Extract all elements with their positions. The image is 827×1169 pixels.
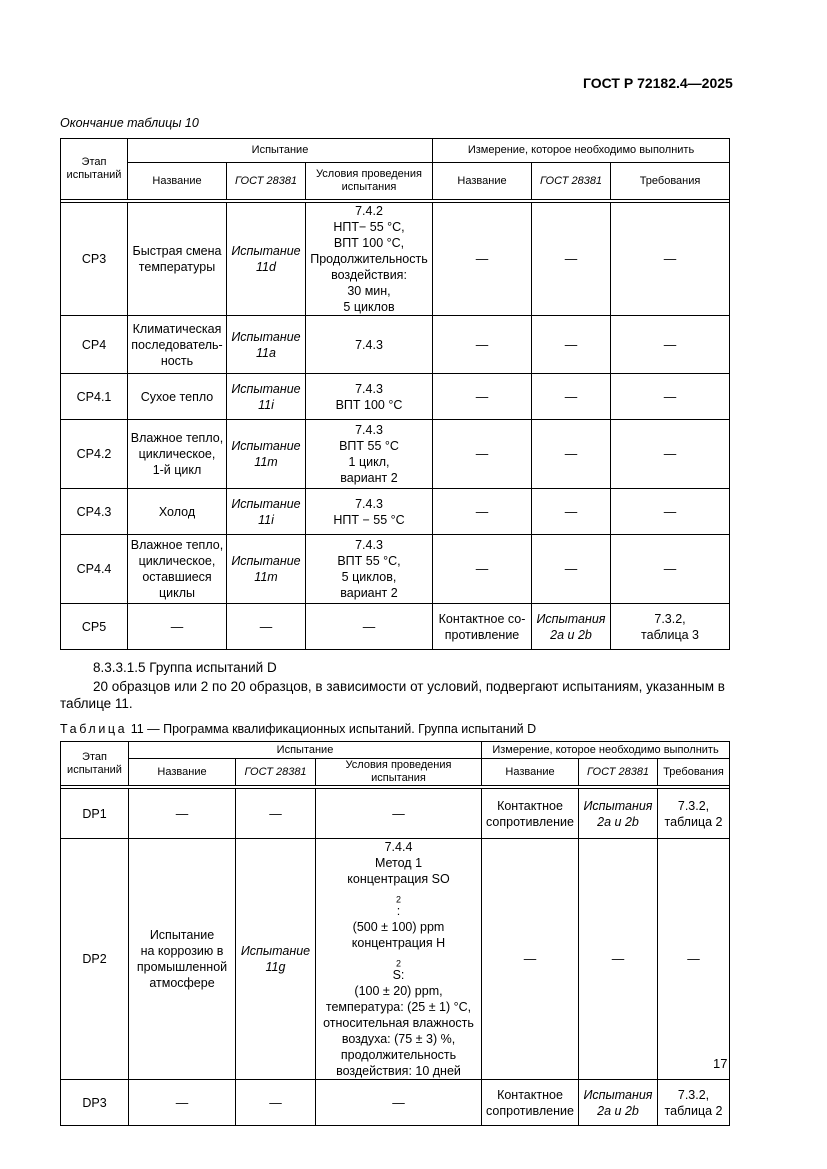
conditions-cell bbox=[306, 420, 433, 489]
text-line: 7.3.2, bbox=[677, 1087, 710, 1102]
conditions-cell bbox=[306, 203, 433, 316]
measure-gost-cell bbox=[579, 1080, 658, 1126]
text-line: 7.4.3 bbox=[355, 381, 383, 396]
text-line: 11g bbox=[265, 960, 286, 974]
text-line: (100 ± 20) ppm, bbox=[354, 984, 443, 998]
requirements-cell bbox=[611, 374, 730, 420]
stage-cell: CP4.1 bbox=[61, 374, 128, 420]
table-row bbox=[61, 316, 730, 374]
measure-name-cell bbox=[433, 489, 532, 535]
text-part: концентрация SO bbox=[347, 872, 450, 886]
text-line: продолжительность bbox=[340, 1048, 457, 1062]
conditions-cell: — bbox=[316, 1080, 482, 1126]
requirements-cell: — bbox=[658, 839, 730, 1080]
text-line: — bbox=[259, 619, 273, 634]
measure-gost-cell bbox=[532, 535, 611, 604]
text-line: 7.4.3 bbox=[355, 337, 383, 352]
table-row bbox=[61, 420, 730, 489]
conditions-cell bbox=[306, 316, 433, 374]
test-name-cell bbox=[128, 374, 227, 420]
text-line: — bbox=[663, 447, 677, 461]
text-line: — bbox=[663, 504, 677, 519]
text-part: концентрация H bbox=[351, 936, 446, 950]
text-line: 7.4.3 bbox=[355, 538, 383, 552]
text-line: 7.4.2 bbox=[355, 204, 383, 218]
gost-cell bbox=[227, 374, 306, 420]
text-line: таблица 3 bbox=[641, 627, 699, 642]
measure-gost-cell: — bbox=[579, 839, 658, 1080]
text-line: Влажное тепло, bbox=[130, 431, 224, 445]
table-row bbox=[61, 374, 730, 420]
text-line: — bbox=[663, 562, 677, 576]
text-line: вариант 2 bbox=[340, 586, 398, 600]
header-measure-group: Измерение, которое необходимо выполнить bbox=[433, 139, 730, 163]
gost-cell bbox=[227, 535, 306, 604]
text-line: — bbox=[564, 447, 578, 461]
requirements-cell bbox=[658, 1080, 730, 1126]
text-line: — bbox=[663, 389, 677, 404]
t11-header-measure-gost: ГОСТ 28381 bbox=[579, 759, 658, 786]
text-line: таблица 2 bbox=[664, 1103, 723, 1118]
text-line bbox=[318, 935, 479, 983]
measure-name-cell bbox=[482, 1080, 579, 1126]
text-line: 2a и 2b bbox=[597, 814, 639, 829]
text-line: циклы bbox=[158, 586, 196, 600]
text-line: относительная влажность bbox=[323, 1016, 474, 1030]
test-name-cell: — bbox=[129, 1080, 236, 1126]
text-line: — bbox=[564, 504, 578, 519]
text-line: Испытание bbox=[231, 381, 301, 396]
t11-header-stage: Этап испытаний bbox=[61, 742, 129, 786]
text-line: Испытание bbox=[231, 439, 301, 453]
text-line: температура: (25 ± 1) °C, bbox=[325, 1000, 472, 1014]
text-line: ВПТ 55 °C bbox=[339, 439, 399, 453]
header-conditions: Условия проведения испытания bbox=[306, 163, 433, 200]
measure-name-cell bbox=[433, 316, 532, 374]
t11-header-test-group: Испытание bbox=[129, 742, 482, 759]
text-line: 2a и 2b bbox=[550, 627, 592, 642]
t11-header-requirements: Требования bbox=[658, 759, 730, 786]
gost-cell bbox=[227, 203, 306, 316]
text-line: Климатическая bbox=[132, 321, 222, 336]
text-line: Контактное со- bbox=[438, 611, 526, 626]
text-line: сопротивление bbox=[486, 1103, 574, 1118]
test-name-cell bbox=[128, 535, 227, 604]
text-line: Сухое тепло bbox=[140, 389, 214, 404]
text-line: — bbox=[475, 252, 489, 266]
text-line: 11m bbox=[254, 455, 278, 469]
text-line: — bbox=[564, 389, 578, 404]
gost-cell bbox=[227, 420, 306, 489]
gost-cell: — bbox=[236, 789, 316, 839]
text-line: 7.4.4 bbox=[384, 840, 413, 854]
requirements-cell bbox=[611, 489, 730, 535]
measure-gost-cell bbox=[532, 316, 611, 374]
text-line: — bbox=[475, 447, 489, 461]
text-line: 11a bbox=[256, 345, 276, 360]
header-stage: Этап испытаний bbox=[61, 139, 128, 200]
gost-cell bbox=[227, 316, 306, 374]
measure-name-cell: — bbox=[482, 839, 579, 1080]
text-line: Быстрая смена bbox=[132, 244, 222, 258]
text-line: 2a и 2b bbox=[597, 1103, 639, 1118]
test-name-cell bbox=[128, 604, 227, 650]
text-line: циклическое, bbox=[138, 554, 216, 568]
table-row bbox=[61, 789, 730, 839]
subscript: 2 bbox=[395, 894, 401, 905]
text-line: ВПТ 55 °C, bbox=[337, 554, 401, 568]
t11-header-name: Название bbox=[129, 759, 236, 786]
stage-cell: CP4.4 bbox=[61, 535, 128, 604]
requirements-cell bbox=[611, 604, 730, 650]
measure-gost-cell bbox=[532, 374, 611, 420]
text-line: противление bbox=[444, 627, 520, 642]
measure-gost-cell bbox=[532, 203, 611, 316]
gost-cell bbox=[236, 839, 316, 1080]
stage-cell: CP4.2 bbox=[61, 420, 128, 489]
text-line: вариант 2 bbox=[340, 471, 398, 485]
section-heading: 8.3.3.1.5 Группа испытаний D bbox=[93, 660, 277, 675]
conditions-cell bbox=[306, 374, 433, 420]
text-line: сопротивление bbox=[486, 814, 574, 829]
table-row bbox=[61, 203, 730, 316]
test-name-cell bbox=[128, 203, 227, 316]
t11-header-measure-group: Измерение, которое необходимо выполнить bbox=[482, 742, 730, 759]
measure-gost-cell bbox=[532, 489, 611, 535]
table-10 bbox=[60, 138, 730, 650]
stage-cell: CP5 bbox=[61, 604, 128, 650]
conditions-cell bbox=[316, 839, 482, 1080]
table-row bbox=[61, 489, 730, 535]
table-11-caption bbox=[60, 722, 536, 736]
measure-name-cell bbox=[433, 203, 532, 316]
test-name-cell bbox=[128, 316, 227, 374]
text-line: 11m bbox=[254, 570, 278, 584]
text-line: — bbox=[564, 337, 578, 352]
requirements-cell bbox=[611, 535, 730, 604]
text-line: 7.4.3 bbox=[355, 423, 383, 437]
text-line: Метод 1 bbox=[374, 856, 423, 870]
text-line: — bbox=[475, 504, 489, 519]
text-line: — bbox=[663, 252, 677, 266]
text-line: — bbox=[475, 389, 489, 404]
header-name: Название bbox=[128, 163, 227, 200]
gost-cell: — bbox=[236, 1080, 316, 1126]
header-measure-name: Название bbox=[433, 163, 532, 200]
header-measure-gost: ГОСТ 28381 bbox=[532, 163, 611, 200]
text-line: температуры bbox=[138, 260, 216, 274]
text-line: атмосфере bbox=[149, 976, 215, 990]
measure-gost-cell bbox=[532, 420, 611, 489]
text-line: 11i bbox=[258, 397, 274, 412]
text-line: — bbox=[362, 619, 376, 634]
t11-header-measure-name: Название bbox=[482, 759, 579, 786]
text-line: на коррозию в bbox=[140, 944, 224, 958]
table-row bbox=[61, 1080, 730, 1126]
subscript: 2 bbox=[395, 958, 401, 969]
text-line: циклическое, bbox=[138, 447, 216, 461]
text-line: 7.3.2, bbox=[654, 611, 686, 626]
test-name-cell bbox=[128, 489, 227, 535]
text-line bbox=[318, 871, 479, 919]
text-line: ВПТ 100 °C, bbox=[333, 236, 405, 250]
text-line: — bbox=[564, 252, 578, 266]
text-line: оставшиеся bbox=[142, 570, 212, 584]
requirements-cell bbox=[611, 420, 730, 489]
text-line: НПТ − 55 °C bbox=[333, 512, 405, 527]
conditions-cell: — bbox=[316, 789, 482, 839]
text-line: 7.3.2, bbox=[677, 798, 710, 813]
text-line: Контактное bbox=[497, 1087, 563, 1102]
conditions-cell bbox=[306, 535, 433, 604]
conditions-cell bbox=[306, 489, 433, 535]
test-name-cell bbox=[129, 839, 236, 1080]
text-line: воздействия: bbox=[331, 268, 407, 282]
measure-name-cell bbox=[433, 535, 532, 604]
text-line: последователь- bbox=[131, 337, 223, 352]
stage-cell: DP2 bbox=[61, 839, 129, 1080]
text-part: S: bbox=[392, 968, 405, 982]
t11-header-gost: ГОСТ 28381 bbox=[236, 759, 316, 786]
table-10-caption: Окончание таблицы 10 bbox=[60, 116, 199, 130]
test-name-cell bbox=[128, 420, 227, 489]
header-test-group: Испытание bbox=[128, 139, 433, 163]
gost-cell bbox=[227, 489, 306, 535]
conditions-cell bbox=[306, 604, 433, 650]
stage-cell: CP4 bbox=[61, 316, 128, 374]
table-row bbox=[61, 839, 730, 1080]
text-line: 11i bbox=[258, 512, 274, 527]
text-line: 30 мин, bbox=[347, 284, 391, 298]
measure-name-cell bbox=[433, 420, 532, 489]
text-line: Продолжительность bbox=[310, 252, 428, 266]
requirements-cell bbox=[611, 316, 730, 374]
measure-gost-cell bbox=[579, 789, 658, 839]
text-line: Испытание bbox=[231, 329, 301, 344]
requirements-cell bbox=[658, 789, 730, 839]
text-line: Испытание bbox=[231, 496, 301, 511]
text-line: Испытание bbox=[231, 554, 301, 568]
header-gost: ГОСТ 28381 bbox=[227, 163, 306, 200]
stage-cell: DP1 bbox=[61, 789, 129, 839]
text-line: 7.4.3 bbox=[355, 496, 383, 511]
text-line: таблица 2 bbox=[664, 814, 723, 829]
gost-cell bbox=[227, 604, 306, 650]
measure-name-cell bbox=[433, 374, 532, 420]
text-line: — bbox=[475, 337, 489, 352]
page-number: 17 bbox=[713, 1056, 728, 1071]
test-name-cell: — bbox=[129, 789, 236, 839]
text-line: — bbox=[564, 562, 578, 576]
text-line: 5 циклов, bbox=[341, 570, 397, 584]
text-line: Влажное тепло, bbox=[130, 538, 224, 552]
t11-header-conditions: Условия проведения испытания bbox=[316, 759, 482, 786]
requirements-cell bbox=[611, 203, 730, 316]
text-line: 1 цикл, bbox=[348, 455, 390, 469]
text-line: Испытание bbox=[231, 244, 301, 258]
text-line: — bbox=[475, 562, 489, 576]
text-line: промышленной bbox=[136, 960, 228, 974]
table-11-caption-word: Таблица bbox=[60, 722, 128, 736]
document-standard-number: ГОСТ Р 72182.4—2025 bbox=[583, 75, 733, 91]
header-requirements: Требования bbox=[611, 163, 730, 200]
text-line: 11d bbox=[256, 260, 276, 274]
table-11-caption-text: 11 — Программа квалификационных испытаний. Группа испытаний D bbox=[127, 722, 537, 736]
measure-gost-cell bbox=[532, 604, 611, 650]
stage-cell: CP3 bbox=[61, 203, 128, 316]
text-line: (500 ± 100) ppm bbox=[352, 920, 445, 934]
table-row bbox=[61, 535, 730, 604]
text-line: Испытания bbox=[583, 798, 653, 813]
table-row bbox=[61, 604, 730, 650]
text-line: ВПТ 100 °C bbox=[335, 397, 403, 412]
text-line: Испытание bbox=[149, 928, 215, 942]
text-part: : bbox=[396, 904, 401, 918]
section-body: 20 образцов или 2 по 20 образцов, в зависимости от условий, подвергают испытаниям, указанным в таблице 11. bbox=[60, 679, 725, 711]
text-line: 1-й цикл bbox=[152, 463, 202, 477]
table-11 bbox=[60, 741, 730, 1126]
text-line: воздуха: (75 ± 3) %, bbox=[341, 1032, 456, 1046]
text-line: — bbox=[170, 619, 184, 634]
stage-cell: CP4.3 bbox=[61, 489, 128, 535]
text-line: Испытания bbox=[583, 1087, 653, 1102]
text-line: НПТ− 55 °C, bbox=[333, 220, 405, 234]
text-line: воздействия: 10 дней bbox=[336, 1064, 461, 1078]
measure-name-cell bbox=[482, 789, 579, 839]
text-line: — bbox=[663, 337, 677, 352]
text-line: Испытание bbox=[240, 944, 311, 958]
text-line: Испытания bbox=[536, 611, 606, 626]
text-line: Контактное bbox=[497, 798, 563, 813]
text-line: 5 циклов bbox=[343, 300, 395, 314]
text-line: Холод bbox=[158, 504, 196, 519]
text-line: ность bbox=[160, 353, 194, 368]
stage-cell: DP3 bbox=[61, 1080, 129, 1126]
measure-name-cell bbox=[433, 604, 532, 650]
